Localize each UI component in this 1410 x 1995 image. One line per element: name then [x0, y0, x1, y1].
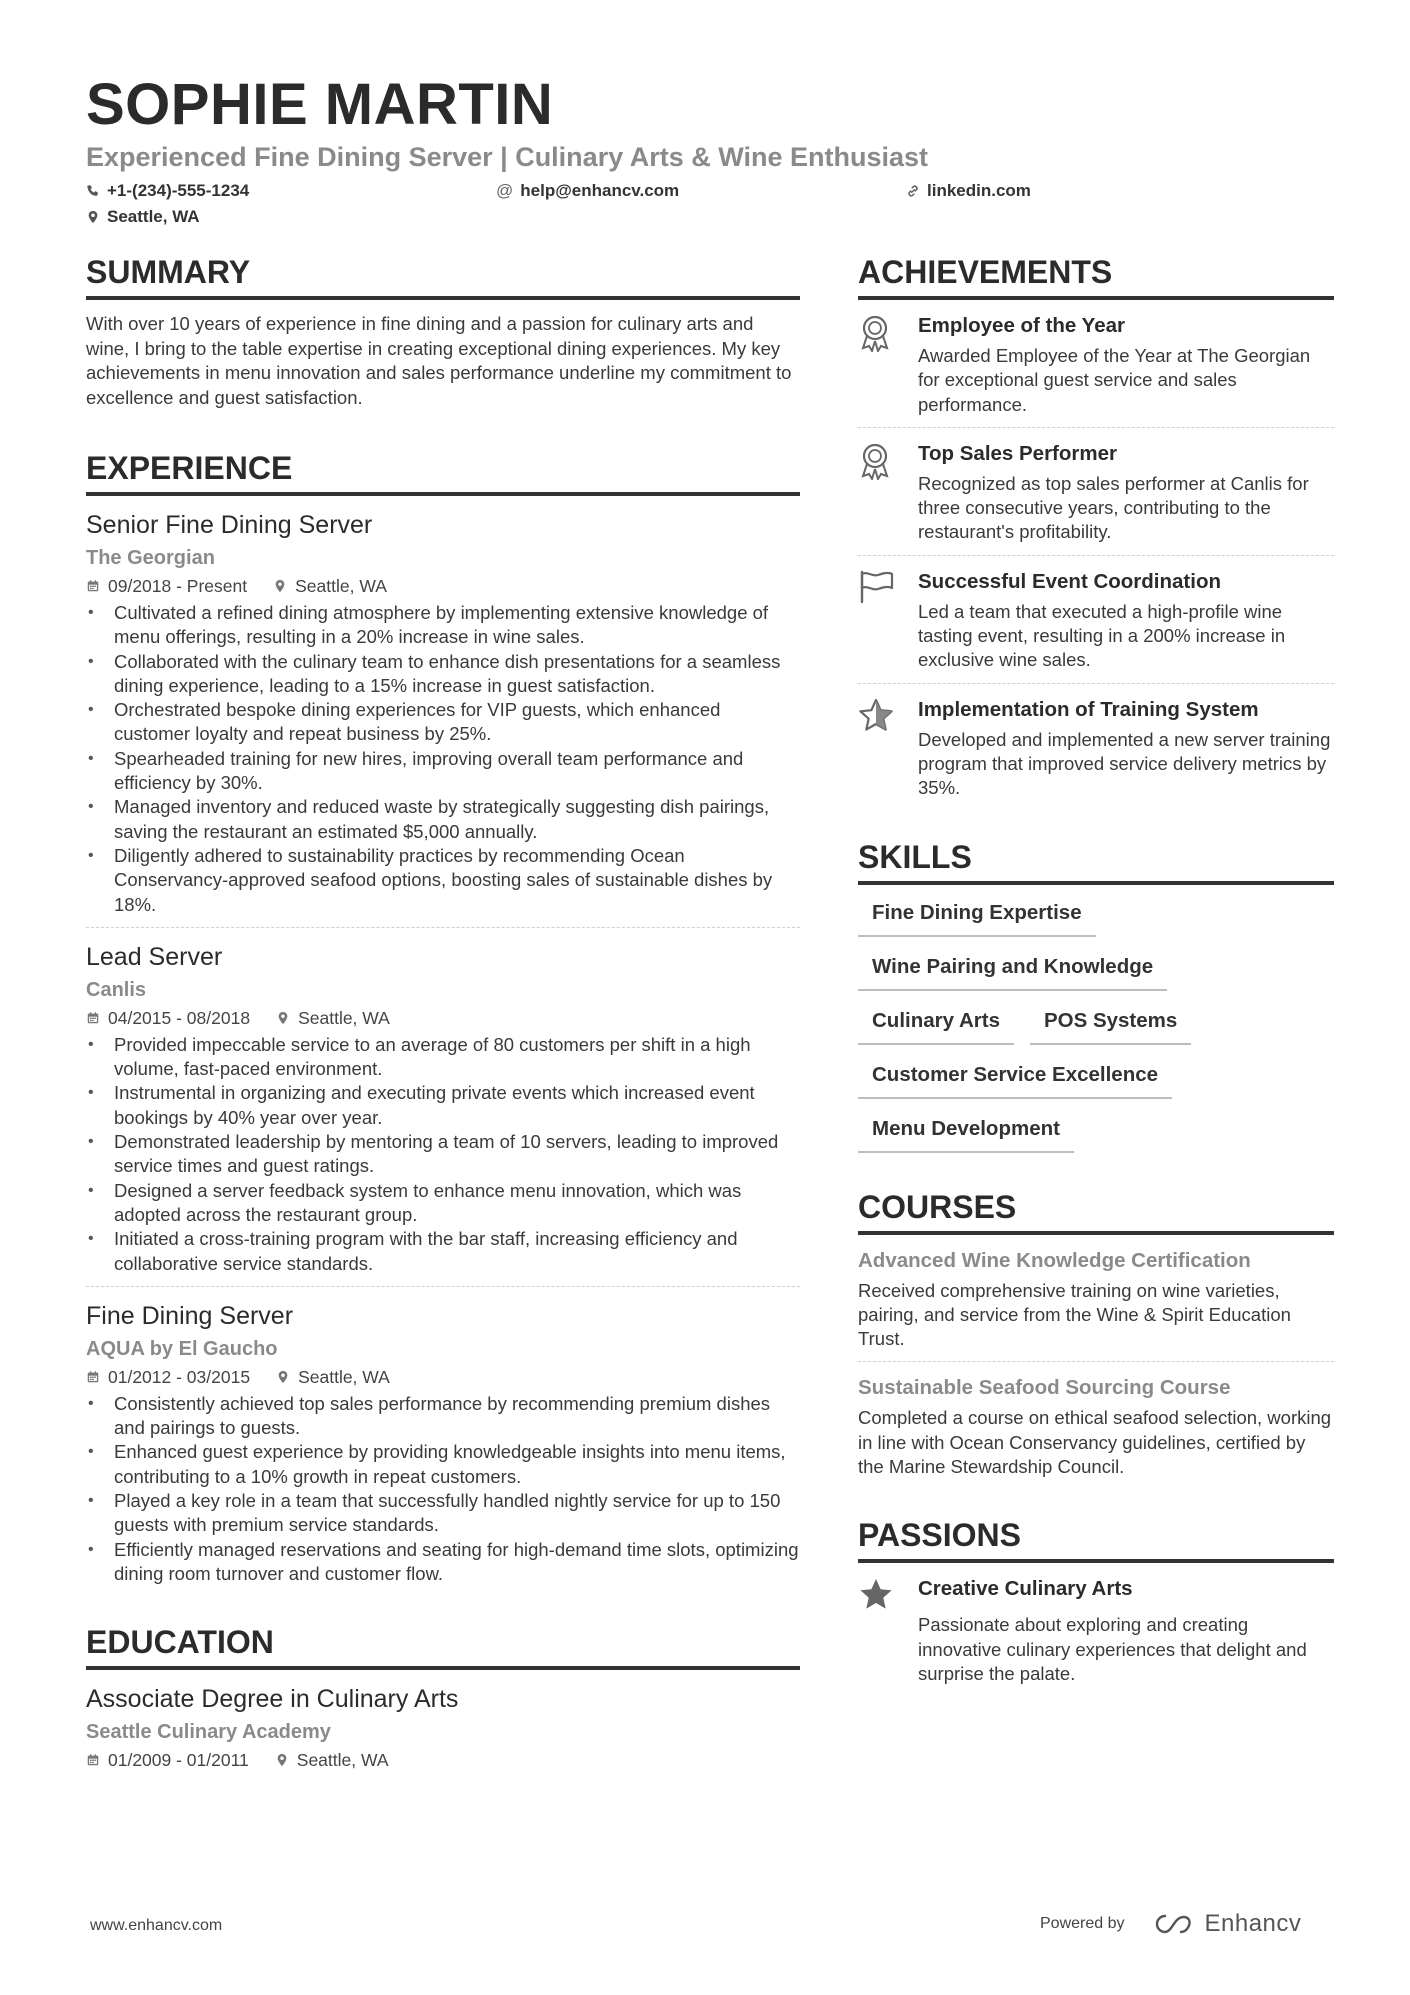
location-text: Seattle, WA [298, 1366, 390, 1387]
experience-entry [86, 1299, 800, 1586]
location-text: Seattle, WA [298, 1007, 390, 1028]
bullet-item: • Played a key role in a team that successfully handled nightly service for up to 150 guests with premium service standards. [86, 1489, 800, 1538]
job-title: Fine Dining Server [86, 1301, 294, 1330]
bullet-item: • Enhanced guest experience by providing knowledgeable insights into menu items, contributing to a 10% growth in repeat customers. [86, 1440, 800, 1489]
achievement-title: Top Sales Performer [918, 441, 1117, 465]
contact-email[interactable] [496, 181, 906, 201]
achievement-title: Successful Event Coordination [918, 569, 1221, 593]
course-desc: Completed a course on ethical seafood selection, working in line with Ocean Conservancy guidelines, certified by the Marine Stewardship Council. [858, 1407, 1332, 1478]
achievement-item [858, 556, 1334, 683]
achievement-desc: Led a team that executed a high-profile wine tasting event, resulting in a 200% increase in exclusive wine sales. [918, 600, 1286, 671]
degree-title: Associate Degree in Culinary Arts [86, 1685, 459, 1714]
company-name: Canlis [86, 978, 147, 1001]
job-bullets [86, 1392, 800, 1586]
education-heading: EDUCATION [86, 1622, 800, 1670]
calendar-icon [86, 1011, 100, 1025]
brand-name: Enhancv [1204, 1910, 1302, 1937]
bullet-item: • Managed inventory and reduced waste by strategically suggesting dish pairings, saving the restaurant an estimated $5,000 annually. [86, 795, 800, 844]
bullet-item: • Initiated a cross-training program with the bar staff, increasing efficiency and collaborative service standards. [86, 1227, 800, 1276]
contact-info [86, 178, 1326, 230]
bullet-item: • Orchestrated bespoke dining experiences for VIP guests, which enhanced customer loyalty and repeat business by 25%. [86, 698, 800, 747]
education-dates [86, 1747, 249, 1773]
course-item [858, 1374, 1334, 1479]
skill-tag: Fine Dining Expertise [858, 899, 1096, 937]
contact-location [86, 207, 200, 227]
job-title: Senior Fine Dining Server [86, 511, 373, 539]
enhancv-logo-icon [1151, 1912, 1197, 1936]
star-outline-icon [858, 698, 894, 732]
location-text: Seattle, WA [295, 576, 387, 596]
job-location [276, 1005, 390, 1031]
right-column [858, 252, 1334, 1686]
bullet-item: • Spearheaded training for new hires, improving overall team performance and efficiency by 30%. [86, 747, 800, 796]
powered-by-label: Powered by [1040, 1915, 1125, 1932]
company-name: AQUA by El Gaucho [86, 1337, 278, 1360]
course-desc: Received comprehensive training on wine varieties, pairing, and service from the Wine & Spirit Education Trust. [858, 1279, 1291, 1350]
skill-tag: Menu Development [858, 1115, 1074, 1153]
skill-tag: Wine Pairing and Knowledge [858, 953, 1167, 991]
skills-list [858, 899, 1334, 1153]
experience-heading: EXPERIENCE [86, 448, 800, 496]
dates-text: 04/2015 - 08/2018 [108, 1007, 251, 1028]
skill-tag: Customer Service Excellence [858, 1061, 1172, 1099]
location-pin-icon [86, 210, 100, 224]
flag-icon [858, 570, 896, 604]
bullet-item: • Collaborated with the culinary team to enhance dish presentations for a seamless dining experience, leading to a 15% increase in guest satisfaction. [86, 650, 800, 699]
job-location [276, 1364, 390, 1390]
entry-divider [86, 1286, 800, 1287]
passion-title: Creative Culinary Arts [918, 1577, 1133, 1601]
bullet-item: • Demonstrated leadership by mentoring a team of 10 servers, leading to improved service times and guest ratings. [86, 1130, 800, 1179]
calendar-icon [86, 1370, 100, 1384]
contact-linkedin[interactable] [906, 181, 1031, 201]
resume-header [86, 72, 1326, 230]
course-divider [858, 1361, 1334, 1362]
achievement-item [858, 684, 1334, 811]
job-location [273, 573, 387, 599]
education-entry [86, 1682, 800, 1773]
footer-website[interactable]: www.enhancv.com [90, 1917, 223, 1934]
company-name: The Georgian [86, 547, 215, 569]
dates-text: 01/2009 - 01/2011 [108, 1750, 249, 1771]
location-pin-icon [273, 579, 287, 593]
calendar-icon [86, 1753, 100, 1767]
achievement-item [858, 428, 1334, 555]
bullet-item: • Efficiently managed reservations and seating for high-demand time slots, optimizing dining room turnover and customer flow. [86, 1538, 800, 1587]
achievement-desc: Awarded Employee of the Year at The Georgian for exceptional guest service and sales performance. [918, 345, 1311, 415]
achievement-desc: Recognized as top sales performer at Canlis for three consecutive years, contributing to the restaurant's profitability. [918, 472, 1309, 543]
summary-text: With over 10 years of experience in fine dining and a passion for culinary arts and wine, I bring to the table expertise in creating exceptional dining experiences. My key achievements in menu innovation and sales performance underline my commitment to excellence and guest satisfaction. [86, 313, 792, 408]
experience-entry [86, 940, 800, 1287]
job-title: Lead Server [86, 942, 223, 971]
linkedin-text: linkedin.com [927, 181, 1031, 200]
job-dates [86, 1364, 250, 1390]
location-text: Seattle, WA [296, 1750, 389, 1771]
bullet-item: • Consistently achieved top sales performance by recommending premium dishes and pairings to guests. [86, 1392, 800, 1441]
candidate-tagline: Experienced Fine Dining Server | Culinary Arts & Wine Enthusiast [86, 142, 929, 172]
candidate-name: SOPHIE MARTIN [86, 72, 554, 137]
job-bullets [86, 1033, 800, 1276]
experience-entry [86, 508, 800, 928]
course-title: Advanced Wine Knowledge Certification [858, 1248, 1251, 1272]
dates-text: 01/2012 - 03/2015 [108, 1366, 251, 1387]
star-filled-icon [858, 1577, 894, 1611]
school-name: Seattle Culinary Academy [86, 1721, 331, 1744]
bullet-item: • Diligently adhered to sustainability practices by recommending Ocean Conservancy-approved seafood options, boosting sales of sustainable dishes by 18%. [86, 844, 800, 917]
skill-tag: POS Systems [1030, 1007, 1191, 1045]
job-bullets [86, 601, 800, 917]
achievement-title: Employee of the Year [918, 314, 1125, 337]
link-icon [906, 184, 920, 198]
phone-text: +1-(234)-555-1234 [107, 181, 250, 200]
location-pin-icon [275, 1753, 289, 1767]
achievement-item [858, 300, 1334, 427]
summary-heading: SUMMARY [86, 252, 800, 300]
achievement-title: Implementation of Training System [918, 697, 1259, 721]
skills-heading: SKILLS [858, 837, 1334, 885]
course-title: Sustainable Seafood Sourcing Course [858, 1376, 1231, 1400]
education-location [275, 1747, 389, 1773]
award-ribbon-icon [858, 442, 892, 480]
entry-divider [86, 927, 800, 928]
bullet-item: • Instrumental in organizing and executing private events which increased event bookings by 40% year over year. [86, 1081, 800, 1130]
contact-phone[interactable] [86, 181, 496, 201]
job-dates [86, 573, 247, 599]
at-icon: @ [496, 181, 514, 200]
location-pin-icon [276, 1370, 290, 1384]
left-column [86, 252, 800, 1773]
bullet-item: • Provided impeccable service to an average of 80 customers per shift in a high volume, fast-paced environment. [86, 1033, 800, 1082]
achievement-desc: Developed and implemented a new server training program that improved service delivery metrics by 35%. [918, 728, 1331, 799]
skill-tag: Culinary Arts [858, 1007, 1014, 1045]
course-item [858, 1247, 1334, 1352]
job-dates [86, 1005, 250, 1031]
achievements-heading: ACHIEVEMENTS [858, 252, 1334, 300]
location-pin-icon [276, 1011, 290, 1025]
calendar-icon [86, 579, 100, 593]
passion-item [858, 1575, 1334, 1686]
enhancv-logo[interactable] [1151, 1910, 1302, 1938]
courses-heading: COURSES [858, 1187, 1334, 1235]
email-text: help@enhancv.com [520, 181, 680, 200]
passions-heading: PASSIONS [858, 1515, 1334, 1563]
footer-branding [1040, 1910, 1301, 1938]
location-text: Seattle, WA [107, 207, 200, 226]
award-ribbon-icon [858, 314, 892, 352]
passion-desc: Passionate about exploring and creating innovative culinary experiences that delight and surprise the palate. [918, 1614, 1307, 1684]
dates-text: 09/2018 - Present [108, 576, 248, 596]
phone-icon [86, 184, 100, 198]
bullet-item: • Cultivated a refined dining atmosphere by implementing extensive knowledge of menu offerings, resulting in a 20% increase in wine sales. [86, 601, 800, 650]
bullet-item: • Designed a server feedback system to enhance menu innovation, which was adopted across the restaurant group. [86, 1179, 800, 1228]
